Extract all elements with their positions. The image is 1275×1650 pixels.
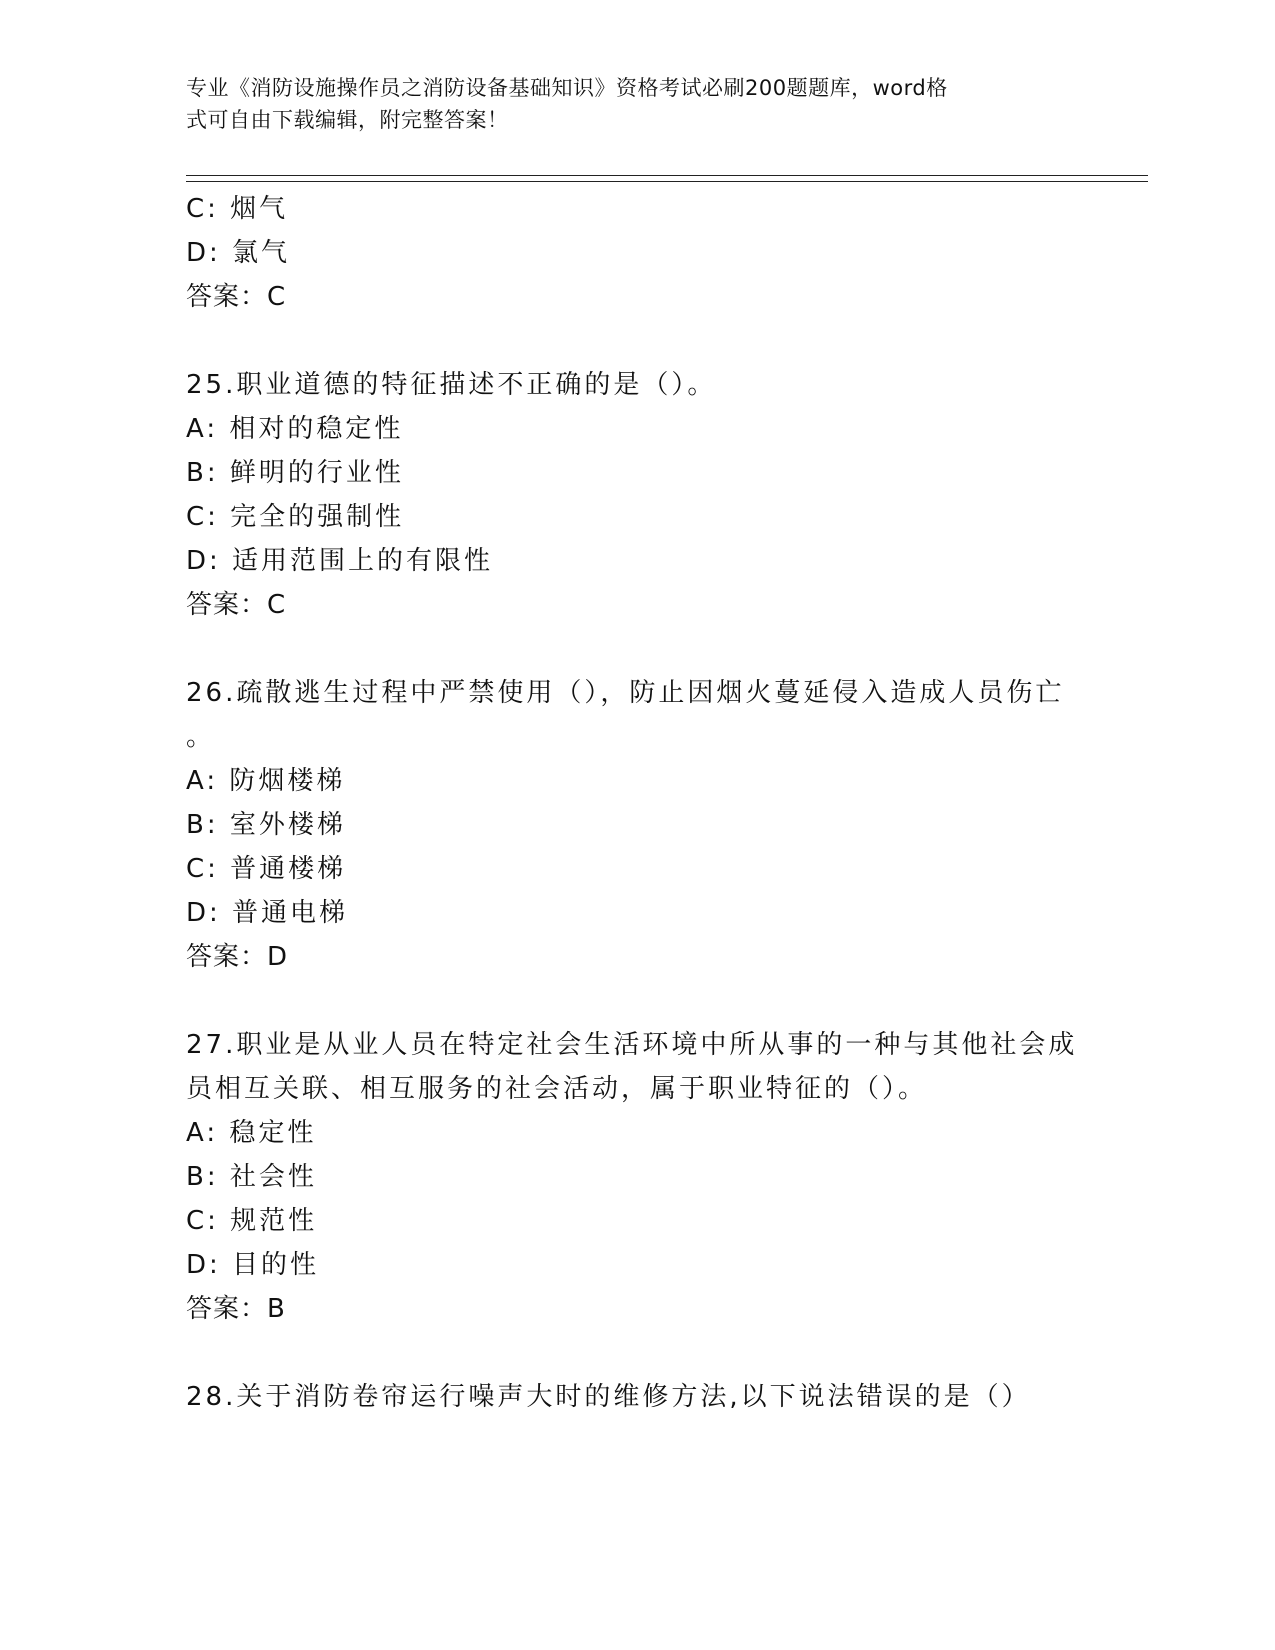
header-line-2: 式可自由下载编辑，附完整答案！ <box>186 108 509 132</box>
q26-answer: 答案：D <box>186 942 289 972</box>
q28-question: 28.关于消防卷帘运行噪声大时的维修方法,以下说法错误的是（） <box>186 1382 1031 1412</box>
q26-option-c: C: 普通楼梯 <box>186 854 347 884</box>
header-divider-top <box>186 175 1148 176</box>
q27-option-b: B: 社会性 <box>186 1162 317 1192</box>
q27-question-line-1: 27.职业是从业人员在特定社会生活环境中所从事的一种与其他社会成 <box>186 1030 1078 1060</box>
q25-question: 25.职业道德的特征描述不正确的是（）。 <box>186 370 717 400</box>
header-line-1: 专业《消防设施操作员之消防设备基础知识》资格考试必刷200题题库，word格 <box>186 76 948 100</box>
q25-option-c: C: 完全的强制性 <box>186 502 405 532</box>
q25-answer: 答案：C <box>186 590 287 620</box>
q25-option-a: A: 相对的稳定性 <box>186 414 404 444</box>
document-header <box>186 72 1066 136</box>
header-divider-bottom <box>186 181 1148 182</box>
q27-option-d: D: 目的性 <box>186 1250 320 1280</box>
q26-question-line-2: 。 <box>186 722 216 752</box>
q27-answer: 答案：B <box>186 1294 286 1324</box>
q27-option-c: C: 规范性 <box>186 1206 318 1236</box>
q26-option-b: B: 室外楼梯 <box>186 810 346 840</box>
q24-option-d: D: 氯气 <box>186 238 291 268</box>
q26-option-a: A: 防烟楼梯 <box>186 766 346 796</box>
q27-option-a: A: 稳定性 <box>186 1118 317 1148</box>
q25-option-d: D: 适用范围上的有限性 <box>186 546 494 576</box>
q26-question-line-1: 26.疏散逃生过程中严禁使用（），防止因烟火蔓延侵入造成人员伤亡 <box>186 678 1065 708</box>
q27-question-line-2: 员相互关联、相互服务的社会活动，属于职业特征的（）。 <box>186 1074 928 1104</box>
q25-option-b: B: 鲜明的行业性 <box>186 458 404 488</box>
q24-option-c: C: 烟气 <box>186 194 289 224</box>
q24-answer: 答案：C <box>186 282 287 312</box>
q26-option-d: D: 普通电梯 <box>186 898 349 928</box>
